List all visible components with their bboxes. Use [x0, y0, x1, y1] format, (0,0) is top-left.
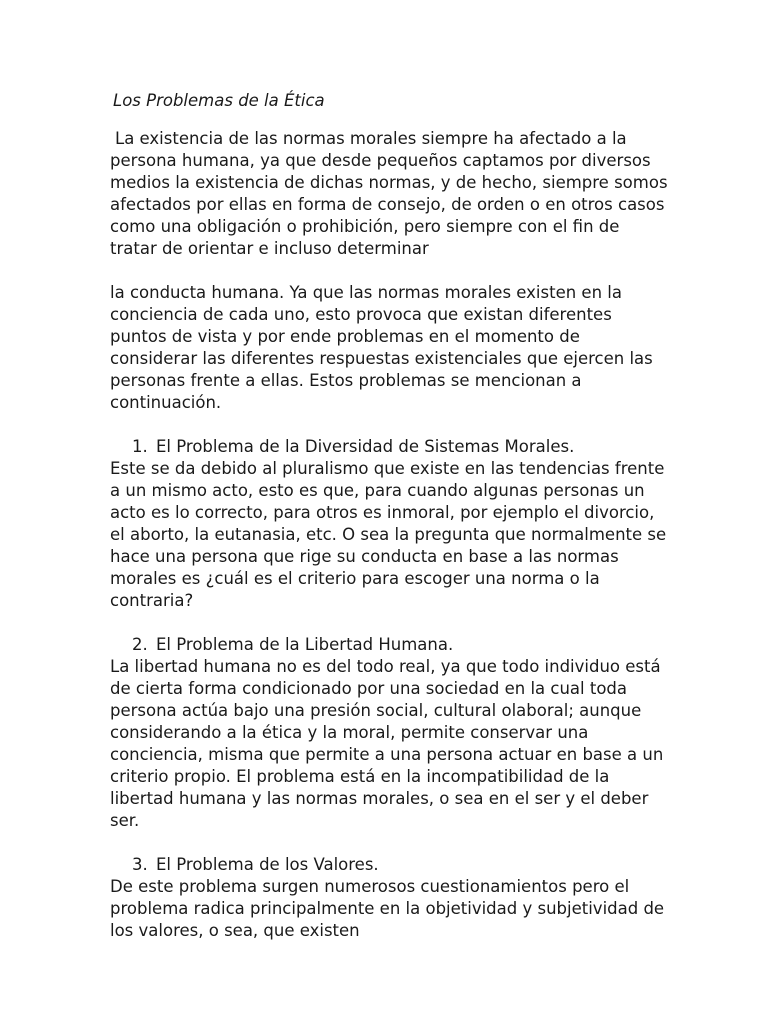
list-item [110, 634, 670, 832]
list-item-heading-text: El Problema de la Libertad Humana. [156, 635, 454, 654]
list-item-heading [110, 854, 670, 876]
list-item [110, 854, 670, 942]
list-item-heading-text: El Problema de los Valores. [156, 855, 379, 874]
list-item-heading-text: El Problema de la Diversidad de Sistemas Morales. [156, 437, 575, 456]
list-item-number: 3. [132, 855, 148, 874]
list-item-body: Este se da debido al pluralismo que existe en las tendencias frente a un mismo acto, esto es que, para cuando algunas personas un acto es lo correcto, para otros es inmoral, por ejemplo el divorcio, el aborto, la eutanasia, etc. O sea la pregunta que normalmente se hace una persona que rige su conducta en base a las normas morales es ¿cuál es el criterio para escoger una norma o la contraria? [110, 459, 667, 610]
list-item [110, 436, 670, 612]
list-item-number: 2. [132, 635, 148, 654]
list-item-body: De este problema surgen numerosos cuestionamientos pero el problema radica principalmente en la objetividad y subjetividad de los valores, o sea, que existen [110, 877, 665, 940]
body-paragraph: la conducta humana. Ya que las normas morales existen en la conciencia de cada uno, esto provoca que existan diferentes puntos de vista y por ende problemas en el momento de considerar las diferentes respuestas existenciales que ejercen las personas frente a ellas. Estos problemas se mencionan a continuación. [110, 283, 653, 412]
document-content [110, 90, 670, 964]
intro-paragraph: La existencia de las normas morales siempre ha afectado a la persona humana, ya que desde pequeños captamos por diversos medios la existencia de dichas normas, y de hecho, siempre somos afectados por ellas en forma de consejo, de orden o en otros casos como una obligación o prohibición, pero siempre con el fin de tratar de orientar e incluso determinar [110, 129, 668, 258]
list-item-heading [110, 634, 670, 656]
list-item-body: La libertad humana no es del todo real, ya que todo individuo está de cierta forma condicionado por una sociedad en la cual toda persona actúa bajo una presión social, cultural olaboral; aunque considerando a la ética y la moral, permite conservar una conciencia, misma que permite a una persona actuar en base a un criterio propio. El problema está en la incompatibilidad de la libertad humana y las normas morales, o sea en el ser y el deber ser. [110, 657, 664, 830]
list-item-heading [110, 436, 670, 458]
list-item-number: 1. [132, 437, 148, 456]
document-title: Los Problemas de la Ética [113, 91, 325, 110]
